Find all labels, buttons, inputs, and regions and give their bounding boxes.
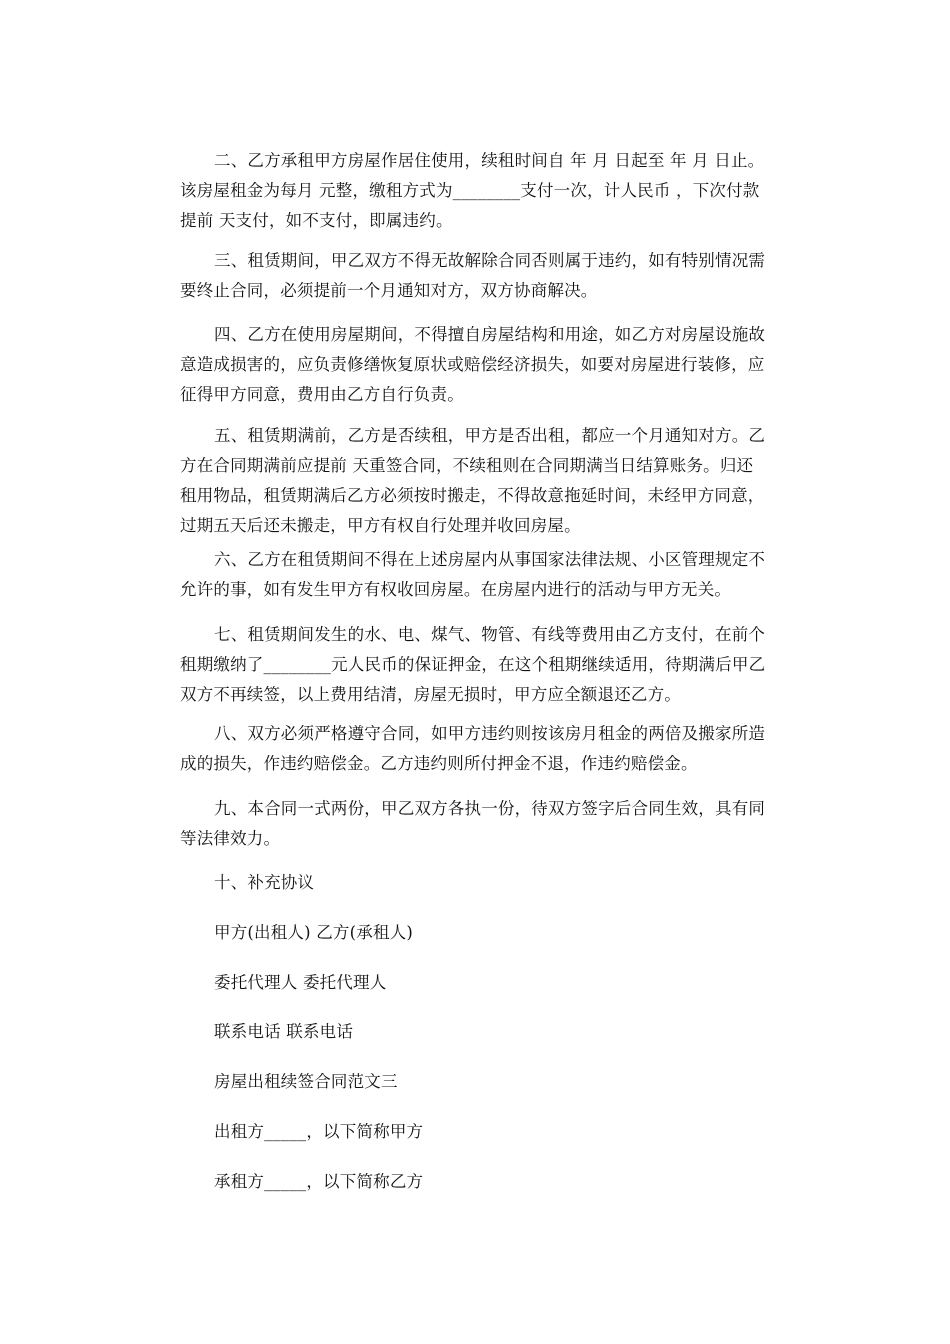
- clause-4-paragraph: [180, 320, 780, 410]
- clause-3-paragraph: [180, 246, 780, 306]
- clause-6-paragraph: [180, 545, 780, 605]
- clause-9-line-2: 等法律效力。: [180, 829, 281, 848]
- clause-2-line-2: 该房屋租金为每月 元整，缴租方式为________支付一次，计人民币 ，下次付款: [180, 181, 760, 200]
- clause-7-line-1: 七、租赁期间发生的水、电、煤气、物管、有线等费用由乙方支付，在前个: [214, 625, 766, 644]
- clause-5-paragraph: [180, 421, 780, 541]
- parties-line: 甲方(出租人) 乙方(承租人): [214, 923, 413, 942]
- clause-6-line-2: 允许的事，如有发生甲方有权收回房屋。在房屋内进行的活动与甲方无关。: [180, 580, 732, 599]
- clause-9-paragraph: [180, 794, 780, 854]
- clause-5-line-2: 方在合同期满前应提前 天重签合同，不续租则在合同期满当日结算账务。归还: [180, 456, 754, 475]
- clause-6-line-1: 六、乙方在租赁期间不得在上述房屋内从事国家法律法规、小区管理规定不: [214, 550, 766, 569]
- clause-3-line-2: 要终止合同，必须提前一个月通知对方，双方协商解决。: [180, 281, 598, 300]
- clause-7-line-3: 双方不再续签，以上费用结清，房屋无损时，甲方应全额退还乙方。: [180, 685, 681, 704]
- clause-4-line-2: 意造成损害的，应负责修缮恢复原状或赔偿经济损失，如要对房屋进行装修，应: [180, 355, 765, 374]
- clause-4-line-3: 征得甲方同意，费用由乙方自行负责。: [180, 385, 464, 404]
- clause-7-line-2: 租期缴纳了________元人民币的保证押金，在这个租期继续适用，待期满后甲乙: [180, 655, 766, 674]
- clause-4-line-1: 四、乙方在使用房屋期间，不得擅自房屋结构和用途，如乙方对房屋设施故: [214, 325, 766, 344]
- sample-title: 房屋出租续签合同范文三: [214, 1072, 398, 1091]
- clause-2-line-1: 二、乙方承租甲方房屋作居住使用，续租时间自 年 月 日起至 年 月 日止。: [214, 151, 765, 170]
- clause-5-line-1: 五、租赁期满前，乙方是否续租，甲方是否出租，都应一个月通知对方。乙: [214, 426, 766, 445]
- lessee-line: 承租方_____，以下简称乙方: [214, 1172, 424, 1191]
- lessor-line: 出租方_____，以下简称甲方: [214, 1122, 424, 1141]
- clause-5-line-3: 租用物品，租赁期满后乙方必须按时搬走，不得故意拖延时间，未经甲方同意，: [180, 486, 765, 505]
- clause-3-line-1: 三、租赁期间，甲乙双方不得无故解除合同否则属于违约，如有特别情况需: [214, 251, 766, 270]
- clause-9-line-1: 九、本合同一式两份，甲乙双方各执一份，待双方签字后合同生效，具有同: [214, 799, 766, 818]
- clause-5-line-4: 过期五天后还未搬走，甲方有权自行处理并收回房屋。: [180, 516, 581, 535]
- clause-8-paragraph: [180, 719, 780, 779]
- clause-2-paragraph: [180, 146, 780, 236]
- clause-10-heading: 十、补充协议: [214, 873, 315, 892]
- phone-line: 联系电话 联系电话: [214, 1022, 354, 1041]
- clause-8-line-1: 八、双方必须严格遵守合同，如甲方违约则按该房月租金的两倍及搬家所造: [214, 724, 766, 743]
- clause-8-line-2: 成的损失，作违约赔偿金。乙方违约则所付押金不退，作违约赔偿金。: [180, 754, 698, 773]
- clause-7-paragraph: [180, 620, 780, 710]
- clause-2-line-3: 提前 天支付，如不支付，即属违约。: [180, 211, 453, 230]
- agents-line: 委托代理人 委托代理人: [214, 973, 387, 992]
